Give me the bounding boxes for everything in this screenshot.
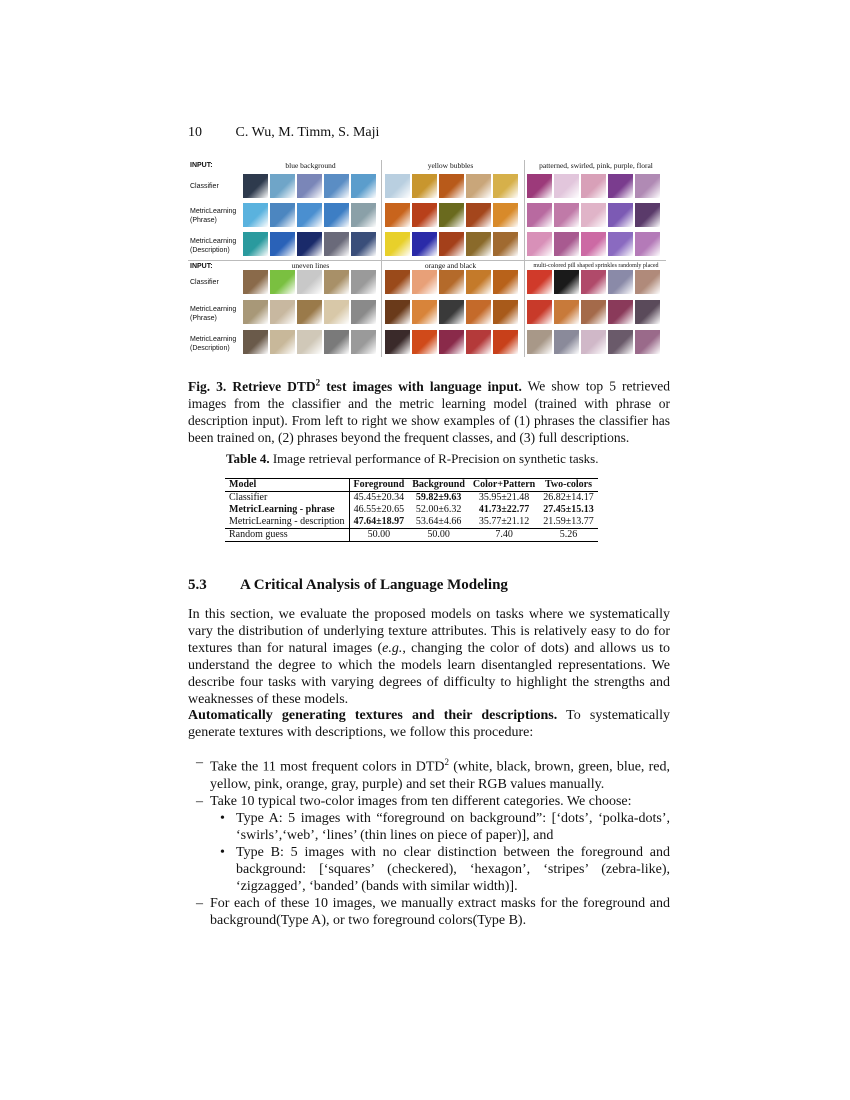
retrieved-image-tile <box>527 174 552 198</box>
retrieved-image-tile <box>297 232 322 256</box>
query-blue-background: blue background <box>285 161 336 170</box>
retrieved-image-tile <box>324 330 349 354</box>
retrieved-image-tile <box>351 300 376 324</box>
retrieved-image-tile <box>466 174 491 198</box>
query-uneven-lines: uneven lines <box>291 261 330 270</box>
retrieved-image-tile <box>527 330 552 354</box>
retrieved-image-tile <box>554 330 579 354</box>
retrieved-image-tile <box>297 203 322 227</box>
retrieved-image-tile <box>351 232 376 256</box>
retrieved-image-tile <box>608 330 633 354</box>
figure-col-divider <box>381 160 382 357</box>
retrieved-image-tile <box>608 300 633 324</box>
figure-caption: Fig. 3. Retrieve DTD$^2$ test images with language input. We show top 5 retrieved images from the classifier and the metric learning model (trained with phrase or description input). From left to right we show examples of (1) phrases the classifier has been trained on, (2) phrases beyond the frequent classes, and (3) full descriptions. <box>188 377 670 445</box>
cell-value: 7.40 <box>495 529 513 540</box>
cell-value: 35.77±21.12 <box>478 516 530 527</box>
retrieved-image-tile <box>581 270 606 294</box>
retrieved-image-tile <box>493 232 518 256</box>
retrieved-image-tile <box>439 203 464 227</box>
section-heading <box>188 577 508 594</box>
retrieved-image-tile <box>243 330 268 354</box>
retrieved-image-tile <box>297 330 322 354</box>
cell-value: 50.00 <box>427 529 450 540</box>
retrieved-image-tile <box>554 232 579 256</box>
retrieved-image-tile <box>554 300 579 324</box>
cell-value: 46.55±20.65 <box>353 504 405 515</box>
retrieved-image-tile <box>324 270 349 294</box>
retrieved-image-tile <box>243 300 268 324</box>
retrieved-image-tile <box>385 330 410 354</box>
input-label-top: INPUT: <box>190 162 213 169</box>
retrieved-image-tile <box>581 203 606 227</box>
procedure-list <box>188 754 670 929</box>
retrieved-image-tile <box>635 203 660 227</box>
col-header-model: Model <box>225 479 349 492</box>
page-header <box>188 125 379 141</box>
retrieved-image-tile <box>493 203 518 227</box>
retrieved-image-tile <box>581 174 606 198</box>
retrieved-image-tile <box>351 174 376 198</box>
retrieved-image-tile <box>439 270 464 294</box>
retrieved-image-tile <box>608 203 633 227</box>
section-number: 5.3 <box>188 577 207 593</box>
retrieved-image-tile <box>412 330 437 354</box>
row-label-ml-phrase: MetricLearning (Phrase) <box>190 306 237 322</box>
retrieved-image-tile <box>466 270 491 294</box>
cell-value: 41.73±22.77 <box>478 504 530 515</box>
retrieved-image-tile <box>635 270 660 294</box>
retrieved-image-tile <box>243 270 268 294</box>
row-label-ml-description: MetricLearning (Description) <box>190 336 237 352</box>
cell-value: 53.64±4.66 <box>415 516 462 527</box>
retrieved-image-tile <box>270 270 295 294</box>
cell-model: MetricLearning - phrase <box>225 504 349 516</box>
retrieved-image-tile <box>270 330 295 354</box>
cell-value: 21.59±13.77 <box>543 516 594 527</box>
retrieved-image-tile <box>527 232 552 256</box>
list-item: – Take 10 typical two-color images from ten different categories. We choose: <box>196 793 632 809</box>
list-item: – Take the 11 most frequent colors in DTD$^2$ (white, black, brown, green, blue, red, yellow, pink, orange, gray, purple) and set their RGB values manually. <box>196 755 670 792</box>
query-yellow-bubbles: yellow bubbles <box>427 161 474 170</box>
retrieved-image-tile <box>554 174 579 198</box>
figure-3-retrieval-grid <box>188 160 666 357</box>
retrieved-image-tile <box>270 174 295 198</box>
retrieved-image-tile <box>270 232 295 256</box>
sub-list-item: • Type B: 5 images with no clear distinction between the foreground and background: [‘squares’ (checkered), ‘hexagon’, ‘stripes’ (zebra-like), ‘zigzagged’, ‘banded’ (bands with similar width)]. <box>220 844 670 894</box>
retrieved-image-tile <box>385 232 410 256</box>
cell-value: 50.00 <box>367 529 391 540</box>
table-row <box>225 504 598 516</box>
query-orange-black: orange and black <box>424 261 477 270</box>
retrieved-image-tile <box>466 203 491 227</box>
retrieved-image-tile <box>270 300 295 324</box>
cell-value: 59.82±9.63 <box>415 492 462 503</box>
retrieved-image-tile <box>412 300 437 324</box>
retrieved-image-tile <box>635 330 660 354</box>
retrieved-image-tile <box>608 174 633 198</box>
retrieved-image-tile <box>243 232 268 256</box>
retrieved-image-tile <box>324 300 349 324</box>
page-number: 10 <box>188 125 202 140</box>
cell-model: Random guess <box>225 529 349 542</box>
retrieved-image-tile <box>439 232 464 256</box>
retrieved-image-tile <box>581 330 606 354</box>
retrieved-image-tile <box>493 330 518 354</box>
retrieved-image-tile <box>412 203 437 227</box>
retrieved-image-tile <box>243 174 268 198</box>
row-label-classifier: Classifier <box>190 279 219 286</box>
retrieved-image-tile <box>581 232 606 256</box>
input-label-bottom: INPUT: <box>190 263 213 270</box>
retrieved-image-tile <box>439 300 464 324</box>
paragraph-intro: In this section, we evaluate the proposed models on tasks where we systematically vary the distribution of underlying texture attributes. This is relatively easy to do for textures than for natural images (e.g., changing the color of dots) and allows us to understand the degree to which the models learn disentangled representations. We describe four tasks with varying degrees of difficulty to highlight the strengths and weaknesses of these models. <box>188 607 671 707</box>
retrieved-image-tile <box>493 270 518 294</box>
retrieved-image-tile <box>351 203 376 227</box>
table-row <box>225 516 598 529</box>
col-header-foreground: Foreground <box>353 479 405 490</box>
paragraph-procedure: Automatically generating textures and their descriptions. To systematically generate textures with descriptions, we follow this procedure: <box>188 708 670 740</box>
retrieved-image-tile <box>527 270 552 294</box>
retrieved-image-tile <box>581 300 606 324</box>
cell-value: 35.95±21.48 <box>478 492 530 503</box>
row-label-ml-phrase: MetricLearning (Phrase) <box>190 208 237 224</box>
retrieved-image-tile <box>243 203 268 227</box>
results-table <box>225 478 598 542</box>
retrieved-image-tile <box>466 300 491 324</box>
cell-value: 47.64±18.97 <box>353 516 405 527</box>
table-row <box>225 529 598 542</box>
retrieved-image-tile <box>297 174 322 198</box>
retrieved-image-tile <box>385 300 410 324</box>
retrieved-image-tile <box>527 203 552 227</box>
retrieved-image-tile <box>385 270 410 294</box>
cell-value: 52.00±6.32 <box>415 504 462 515</box>
retrieved-image-tile <box>608 270 633 294</box>
retrieved-image-tile <box>270 203 295 227</box>
retrieved-image-tile <box>608 232 633 256</box>
retrieved-image-tile <box>297 270 322 294</box>
col-header-color-pattern: Color+Pattern <box>472 479 536 490</box>
cell-value: 27.45±15.13 <box>543 504 594 515</box>
sub-list-item: • Type A: 5 images with “foreground on background”: [‘dots’, ‘polka-dots’, ‘swirls’,‘web’, ‘lines’ (thin lines on piece of paper)], and <box>220 810 670 843</box>
table-caption: Table 4. Image retrieval performance of R-Precision on synthetic tasks. <box>226 451 599 466</box>
retrieved-image-tile <box>351 330 376 354</box>
retrieved-image-tile <box>635 232 660 256</box>
section-title: A Critical Analysis of Language Modeling <box>240 577 508 593</box>
cell-value: 5.26 <box>559 529 578 540</box>
retrieved-image-tile <box>324 174 349 198</box>
retrieved-image-tile <box>493 174 518 198</box>
retrieved-image-tile <box>466 232 491 256</box>
retrieved-image-tile <box>635 300 660 324</box>
retrieved-image-tile <box>385 174 410 198</box>
cell-model: Classifier <box>225 492 349 505</box>
retrieved-image-tile <box>635 174 660 198</box>
cell-value: 26.82±14.17 <box>543 492 594 503</box>
row-label-classifier: Classifier <box>190 183 219 190</box>
retrieved-image-tile <box>385 203 410 227</box>
running-authors: C. Wu, M. Timm, S. Maji <box>235 125 380 140</box>
row-label-ml-description: MetricLearning (Description) <box>190 238 237 254</box>
figure-col-divider <box>524 160 525 357</box>
retrieved-image-tile <box>324 203 349 227</box>
cell-value: 45.45±20.34 <box>353 492 405 503</box>
retrieved-image-tile <box>351 270 376 294</box>
list-item: – For each of these 10 images, we manually extract masks for the foreground and background(Type A), or two foreground colors(Type B). <box>196 895 670 928</box>
retrieved-image-tile <box>297 300 322 324</box>
retrieved-image-tile <box>554 203 579 227</box>
retrieved-image-tile <box>466 330 491 354</box>
retrieved-image-tile <box>324 232 349 256</box>
cell-model: MetricLearning - description <box>225 516 349 529</box>
retrieved-image-tile <box>527 300 552 324</box>
table-row <box>225 492 598 505</box>
query-floral: patterned, swirled, pink, purple, floral <box>539 161 653 170</box>
retrieved-image-tile <box>412 270 437 294</box>
retrieved-image-tile <box>412 232 437 256</box>
retrieved-image-tile <box>439 330 464 354</box>
col-header-two-colors: Two-colors <box>544 479 592 490</box>
col-header-background: Background <box>412 479 465 490</box>
query-sprinkles: multi-colored pill shaped sprinkles randomly placed <box>533 263 659 269</box>
retrieved-image-tile <box>439 174 464 198</box>
retrieved-image-tile <box>554 270 579 294</box>
retrieved-image-tile <box>412 174 437 198</box>
retrieved-image-tile <box>493 300 518 324</box>
